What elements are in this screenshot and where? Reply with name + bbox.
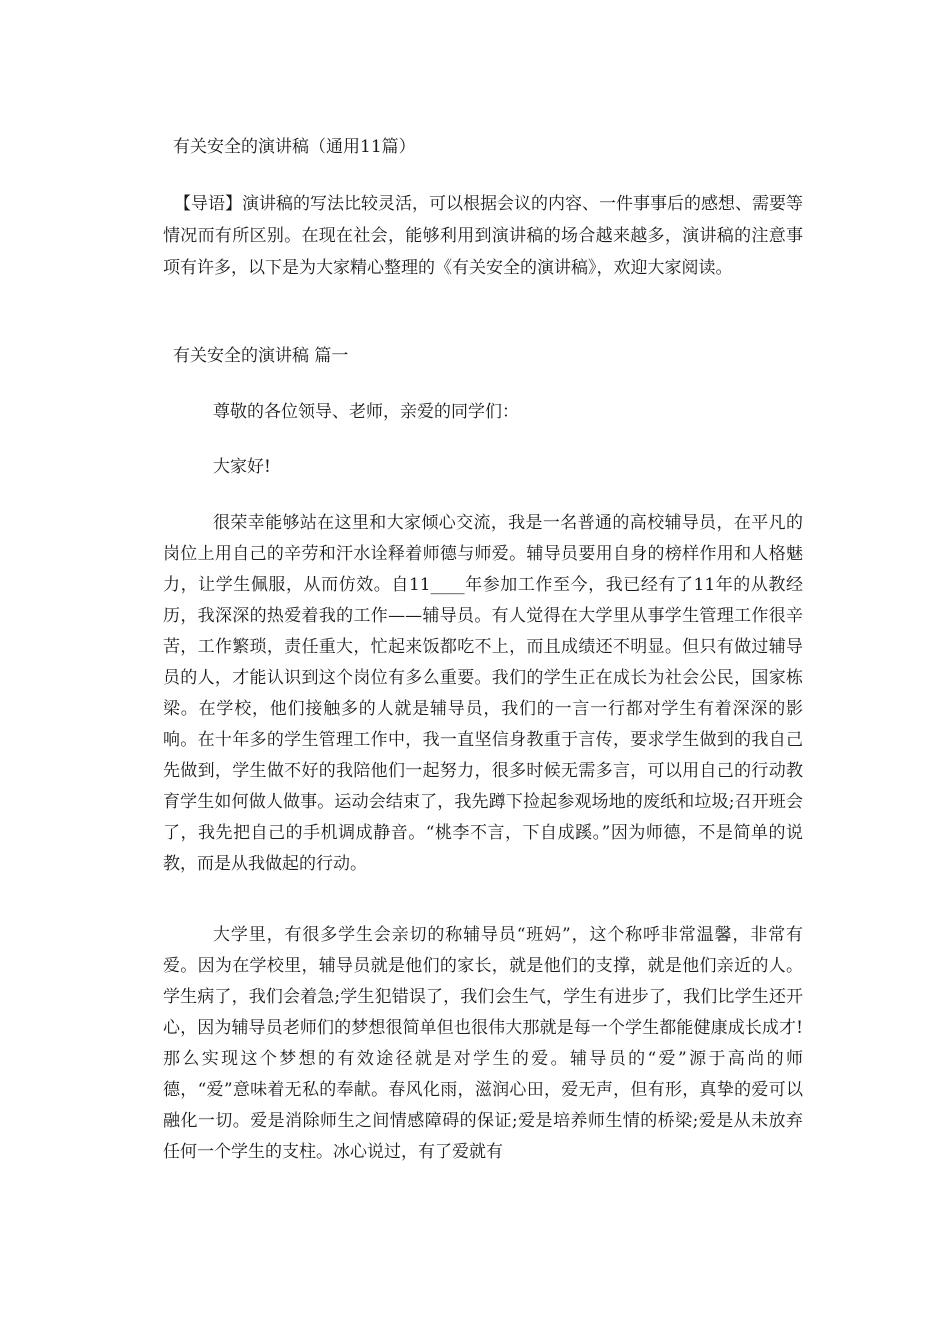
intro-paragraph: 【导语】演讲稿的写法比较灵活，可以根据会议的内容、一件事事后的感想、需要等情况而有所区别。在现在社会，能够利用到演讲稿的场合越来越多，演讲稿的注意事项有许多，以下是为大家精心整理的《有关安全的演讲稿》，欢迎大家阅读。	[163, 194, 803, 278]
salutation-line: 尊敬的各位领导、老师，亲爱的同学们：	[213, 402, 519, 422]
body-paragraph: 很荣幸能够站在这里和大家倾心交流，我是一名普通的高校辅导员，在平凡的岗位上用自己的辛劳和汗水诠释着师德与师爱。辅导员要用自身的榜样作用和人格魅力，让学生佩服，从而仿效。自11____年参加工作至今，我已经有了11年的从教经历，我深深的热爱着我的工作——辅导员。有人觉得在大学里从事学生管理工作很辛苦，工作繁琐，责任重大，忙起来饭都吃不上，而且成绩还不明显。但只有做过辅导员的人，才能认识到这个岗位有多么重要。我们的学生正在成长为社会公民，国家栋梁。在学校，他们接触多的人就是辅导员，我们的一言一行都对学生有着深深的影响。在十年多的学生管理工作中，我一直坚信身教重于言传，要求学生做到的我自己先做到，学生做不好的我陪他们一起努力，很多时候无需多言，可以用自己的行动教育学生如何做人做事。运动会结束了，我先蹲下捡起参观场地的废纸和垃圾;召开班会了，我先把自己的手机调成静音。“桃李不言，下自成蹊。”因为师德，不是简单的说教，而是从我做起的行动。	[163, 513, 803, 874]
greeting-line: 大家好!	[213, 457, 271, 477]
document-title: 有关安全的演讲稿（通用11篇）	[173, 137, 416, 157]
body-paragraph: 大学里，有很多学生会亲切的称辅导员“班妈”，这个称呼非常温馨，非常有爱。因为在学校里，辅导员就是他们的家长，就是他们的支撑，就是他们亲近的人。学生病了，我们会着急;学生犯错误了，我们会生气，学生有进步了，我们比学生还开心，因为辅导员老师们的梦想很简单但也很伟大那就是每一个学生都能健康成长成才!那么实现这个梦想的有效途径就是对学生的爱。辅导员的“爱”源于高尚的师德，“爱”意味着无私的奉献。春风化雨，滋润心田，爱无声，但有形，真挚的爱可以融化一切。爱是消除师生之间情感障碍的保证;爱是培养师生情的桥梁;爱是从未放弃任何一个学生的支柱。冰心说过，有了爱就有	[163, 925, 803, 1162]
section-heading: 有关安全的演讲稿 篇一	[173, 346, 349, 366]
